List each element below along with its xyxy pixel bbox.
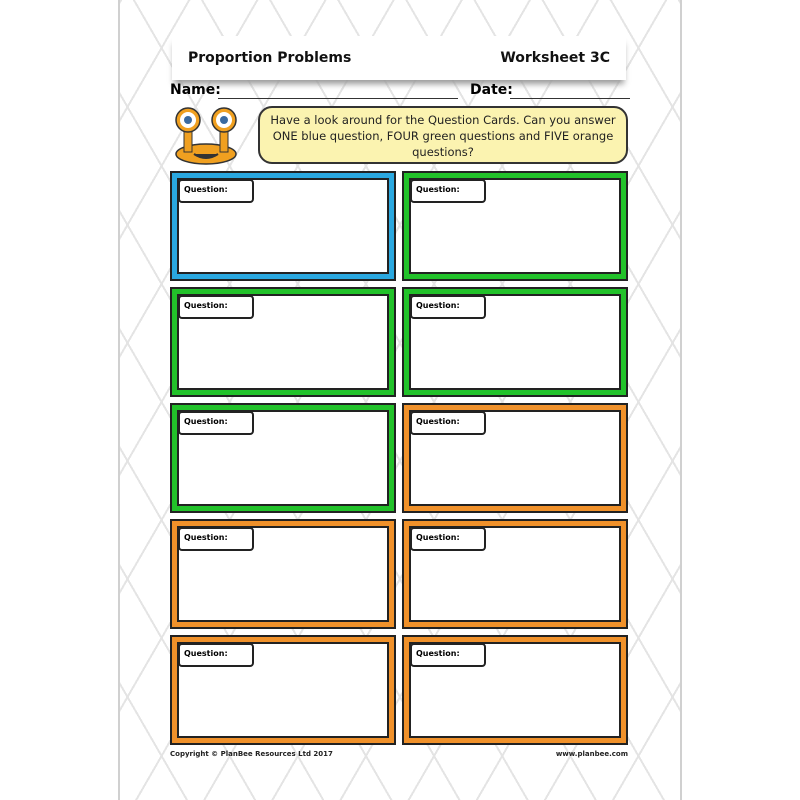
question-card-orange bbox=[170, 635, 396, 745]
question-card-green bbox=[402, 171, 628, 281]
question-card-orange bbox=[170, 519, 396, 629]
question-card-green bbox=[402, 287, 628, 397]
date-label: Date: bbox=[470, 82, 513, 98]
question-card-orange bbox=[402, 635, 628, 745]
name-line[interactable] bbox=[218, 98, 458, 99]
website-text: www.planbee.com bbox=[555, 750, 628, 758]
worksheet-number: Worksheet 3C bbox=[500, 50, 610, 66]
monster-mascot-icon bbox=[170, 104, 242, 168]
question-label: Question: bbox=[410, 527, 486, 551]
worksheet-title: Proportion Problems bbox=[188, 50, 352, 66]
answer-area[interactable] bbox=[177, 294, 389, 390]
question-label: Question: bbox=[178, 295, 254, 319]
question-label: Question: bbox=[178, 527, 254, 551]
question-card-green bbox=[170, 403, 396, 513]
name-label: Name: bbox=[170, 82, 221, 98]
question-card-blue bbox=[170, 171, 396, 281]
copyright-text: Copyright © PlanBee Resources Ltd 2017 bbox=[170, 750, 333, 758]
question-label: Question: bbox=[178, 643, 254, 667]
question-label: Question: bbox=[410, 295, 486, 319]
answer-area[interactable] bbox=[177, 410, 389, 506]
question-label: Question: bbox=[410, 643, 486, 667]
instruction-text: Have a look around for the Question Cards. Can you answer ONE blue question, FOUR green questions and FIVE orange questions? bbox=[270, 113, 616, 159]
answer-area[interactable] bbox=[409, 178, 621, 274]
question-label: Question: bbox=[178, 179, 254, 203]
answer-area[interactable] bbox=[177, 642, 389, 738]
instruction-speech-bubble bbox=[258, 106, 628, 164]
question-label: Question: bbox=[410, 411, 486, 435]
answer-area[interactable] bbox=[409, 526, 621, 622]
name-date-row bbox=[170, 82, 630, 102]
answer-area[interactable] bbox=[409, 642, 621, 738]
answer-area[interactable] bbox=[409, 294, 621, 390]
question-label: Question: bbox=[410, 179, 486, 203]
question-card-green bbox=[170, 287, 396, 397]
date-line[interactable] bbox=[510, 98, 630, 99]
answer-area[interactable] bbox=[177, 178, 389, 274]
answer-area[interactable] bbox=[177, 526, 389, 622]
question-card-orange bbox=[402, 403, 628, 513]
question-card-orange bbox=[402, 519, 628, 629]
worksheet-header bbox=[172, 36, 626, 80]
question-label: Question: bbox=[178, 411, 254, 435]
answer-area[interactable] bbox=[409, 410, 621, 506]
